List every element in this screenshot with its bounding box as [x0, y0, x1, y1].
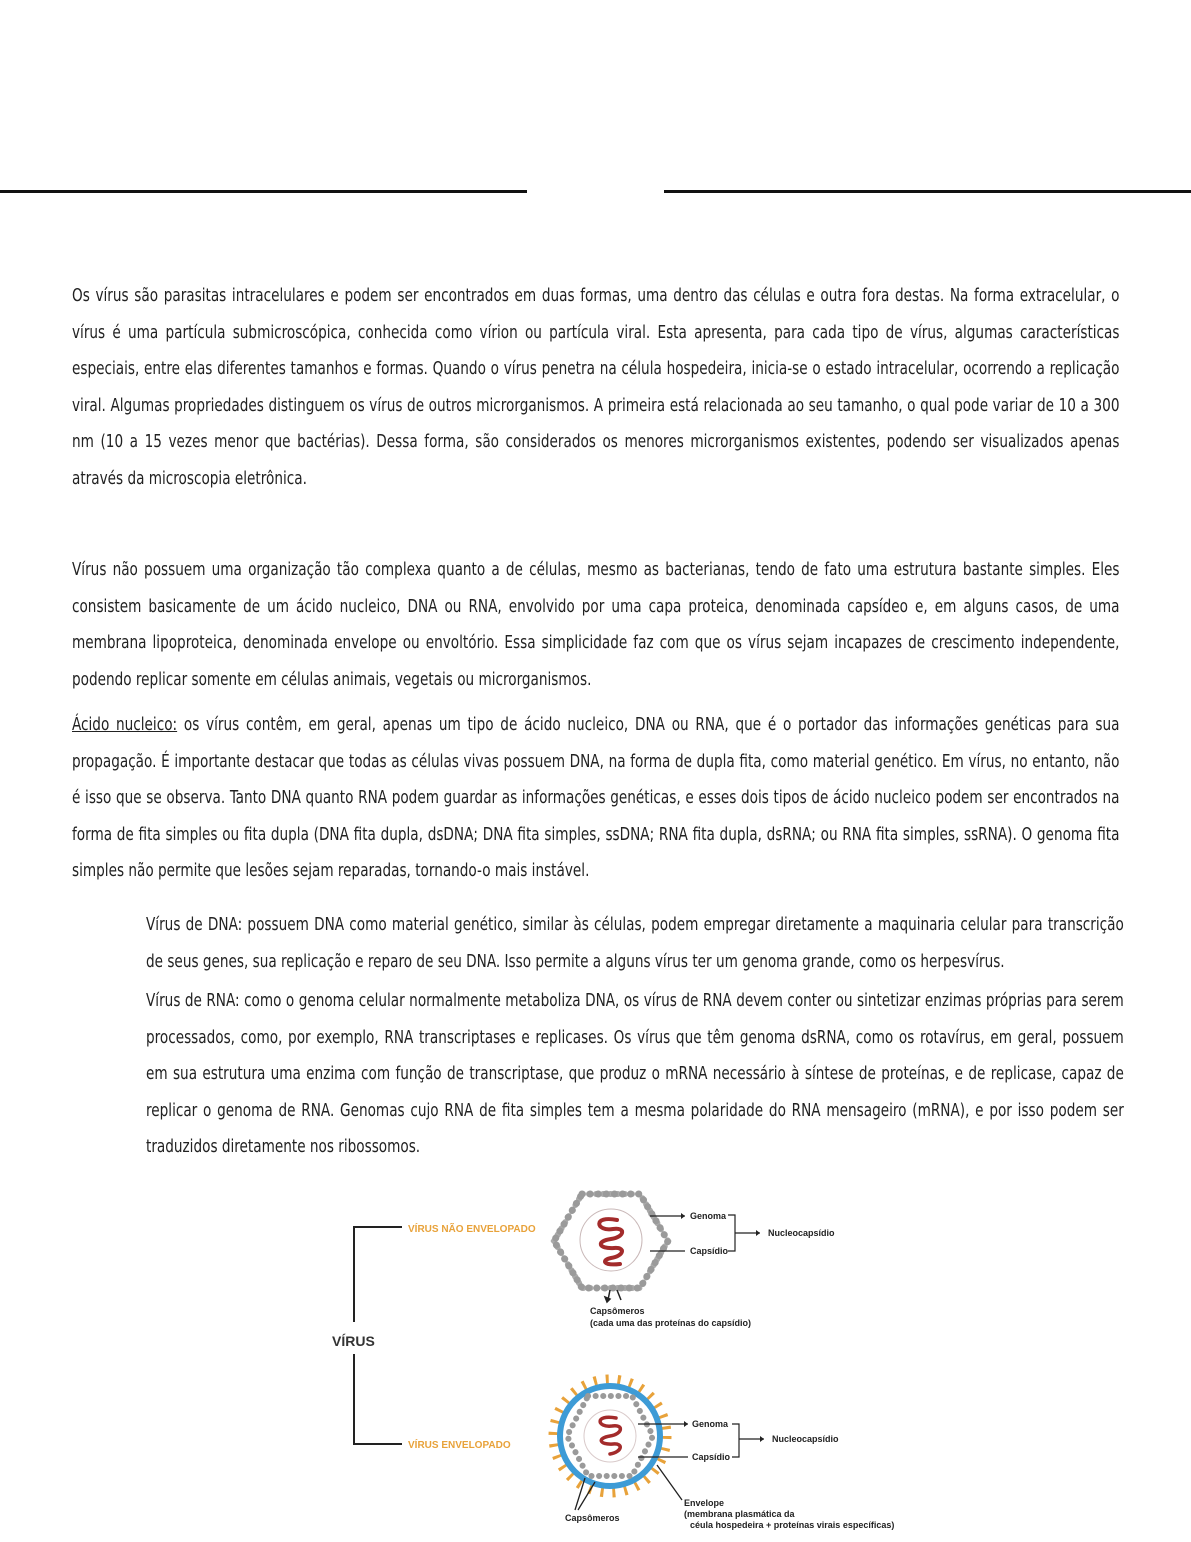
genoma-label: Genoma [690, 1211, 727, 1221]
paragraph-nucleic-acid [72, 707, 1119, 890]
paragraph-dna-virus: Vírus de DNA: possuem DNA como material genético, similar às células, podem empregar diretamente a maquinaria celular para transcrição de seus genes, sua replicação e reparo de seu DNA. Isso permite a alguns vírus ter um genoma grande, como os herpesvírus. [146, 915, 1124, 972]
naked-virion [554, 1194, 668, 1302]
naked-virus-label: VÍRUS NÃO ENVELOPADO [408, 1224, 536, 1235]
enveloped-nucleocapsidio-label: Nucleocapsídio [772, 1434, 839, 1444]
header-rule-left [0, 190, 527, 193]
virus-structure-diagram [320, 1182, 920, 1542]
capsomeros-title: Capsômeros [590, 1306, 645, 1316]
capsomeros-desc: (cada uma das proteínas do capsídio) [590, 1318, 752, 1328]
header-rule-right [664, 190, 1191, 193]
enveloped-genoma-label: Genoma [692, 1419, 729, 1429]
envelope-desc-1: (membrana plasmática da [684, 1509, 795, 1519]
nucleocapsidio-label: Nucleocapsídio [768, 1228, 835, 1238]
root-label: VÍRUS [332, 1333, 375, 1349]
nucleic-acid-heading: Ácido nucleico: [72, 715, 178, 735]
nucleic-acid-text: os vírus contêm, em geral, apenas um tipo de ácido nucleico, DNA ou RNA, que é o portador das informações genéticas para sua propagação. É importante destacar que todas as células vivas possuem DNA, na forma de dupla fita, como material genético. Em vírus, no entanto, não é isso que se observa. Tanto DNA quanto RNA podem guardar as informações genéticas, e esses dois tipos de ácido nucleico podem ser encontrados na forma de fita simples ou fita dupla (DNA fita dupla, dsDNA; DNA fita simples, ssDNA; RNA fita dupla, dsRNA; ou RNA fita simples, ssRNA). O genoma fita simples não permite que lesões sejam reparadas, tornando-o mais instável. [72, 715, 1120, 882]
enveloped-capsomeros-label: Capsômeros [565, 1513, 620, 1523]
capsomere-arrows [605, 1290, 621, 1302]
capsidio-label: Capsídio [690, 1246, 729, 1256]
paragraph-structure: Vírus não possuem uma organização tão complexa quanto a de células, mesmo as bacterianas, tendo de fato uma estrutura bastante simples. Eles consistem basicamente de um ácido nucleico, DNA ou RNA, envolvido por uma capa proteica, denominada capsídeo e, em alguns casos, de uma membrana lipoproteica, denominada envelope ou envoltório. Essa simplicidade faz com que os vírus sejam incapazes de crescimento independente, podendo replicar somente em células animais, vegetais ou microrganismos. [72, 560, 1120, 690]
enveloped-capsidio-label: Capsídio [692, 1452, 731, 1462]
envelope-title: Envelope [684, 1498, 725, 1508]
enveloped-virion [553, 1379, 682, 1510]
envelope-desc-2: céula hospedeira + proteínas virais específicas) [690, 1520, 895, 1530]
paragraph-intro: Os vírus são parasitas intracelulares e podem ser encontrados em duas formas, uma dentro das células e outra fora destas. Na forma extracelular, o vírus é uma partícula submicroscópica, conhecida como vírion ou partícula viral. Esta apresenta, para cada tipo de vírus, algumas características especiais, entre elas diferentes tamanhos e formas. Quando o vírus penetra na célula hospedeira, inicia-se o estado intracelular, ocorrendo a replicação viral. Algumas propriedades distinguem os vírus de outros microrganismos. A primeira está relacionada ao seu tamanho, o qual pode variar de 10 a 300 nm (10 a 15 vezes menor que bactérias). Dessa forma, são considerados os menores microrganismos existentes, podendo ser visualizados apenas através da microscopia eletrônica. [72, 286, 1120, 489]
enveloped-virus-label: VÍRUS ENVELOPADO [408, 1440, 511, 1451]
paragraph-rna-virus: Vírus de RNA: como o genoma celular normalmente metaboliza DNA, os vírus de RNA devem conter ou sintetizar enzimas próprias para serem processados, como, por exemplo, RNA transcriptases e replicases. Os vírus que têm genoma dsRNA, como os rotavírus, em geral, possuem em sua estrutura uma enzima com função de transcriptase, que produz o mRNA necessário à síntese de proteínas, e de replicase, capaz de replicar o genoma de RNA. Genomas cujo RNA de fita simples tem a mesma polaridade do RNA mensageiro (mRNA), e por isso podem ser traduzidos diretamente nos ribossomos. [146, 991, 1124, 1158]
